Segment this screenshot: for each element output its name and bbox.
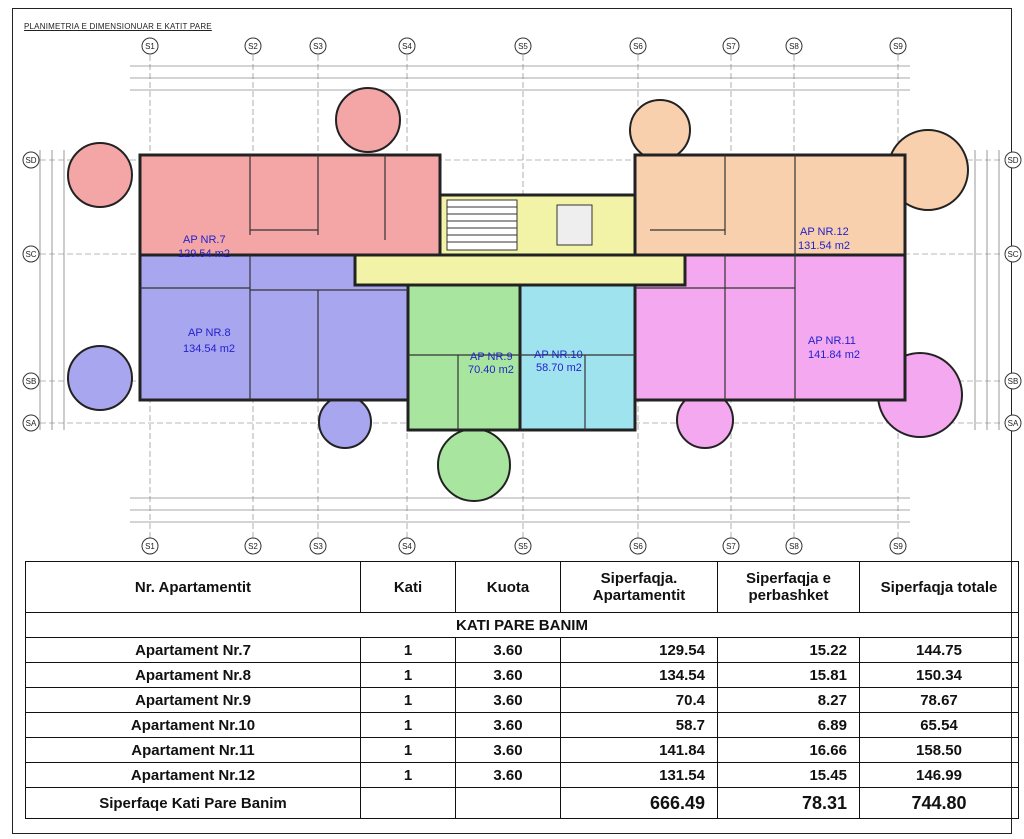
grid-marker-top-S3 bbox=[310, 38, 326, 54]
ap8-label: AP NR.8 bbox=[188, 327, 231, 339]
cell-total-area: 78.67 bbox=[860, 688, 1019, 713]
cell-total-area: 144.75 bbox=[860, 638, 1019, 663]
cell-apartment-area: 134.54 bbox=[561, 663, 718, 688]
grid-marker-bottom-S1 bbox=[142, 538, 158, 554]
cell-common-area: 15.22 bbox=[718, 638, 860, 663]
grid-marker-left-SC bbox=[23, 246, 39, 262]
table-row bbox=[26, 663, 1019, 688]
cell-floor: 1 bbox=[361, 663, 456, 688]
svg-text:SC: SC bbox=[25, 250, 37, 259]
col-header-floor: Kati bbox=[361, 562, 456, 613]
svg-text:S9: S9 bbox=[893, 542, 903, 551]
grid-marker-top-S6 bbox=[630, 38, 646, 54]
balcony-ap8-left bbox=[68, 346, 132, 410]
svg-text:SB: SB bbox=[25, 377, 37, 386]
apartment-12-area bbox=[635, 155, 905, 255]
grid-marker-bottom-S2 bbox=[245, 538, 261, 554]
svg-text:S6: S6 bbox=[633, 542, 643, 551]
ap10-label: AP NR.10 bbox=[534, 349, 583, 361]
table-row bbox=[26, 688, 1019, 713]
cell-floor: 1 bbox=[361, 713, 456, 738]
cell-floor: 1 bbox=[361, 638, 456, 663]
svg-text:S5: S5 bbox=[518, 42, 528, 51]
svg-text:S1: S1 bbox=[145, 42, 155, 51]
cell-common-area: 15.81 bbox=[718, 663, 860, 688]
svg-text:S4: S4 bbox=[402, 542, 412, 551]
grid-marker-top-S9 bbox=[890, 38, 906, 54]
ap11-area: 141.84 m2 bbox=[808, 349, 860, 361]
svg-text:S2: S2 bbox=[248, 542, 258, 551]
svg-text:S5: S5 bbox=[518, 542, 528, 551]
grid-marker-right-SD bbox=[1005, 152, 1021, 168]
cell-apartment-area: 58.7 bbox=[561, 713, 718, 738]
grid-marker-left-SD bbox=[23, 152, 39, 168]
table-header-row bbox=[26, 562, 1019, 613]
total-common-area: 78.31 bbox=[718, 788, 860, 819]
apartment-blocks bbox=[140, 155, 905, 430]
ap7-area: 129.54 m2 bbox=[178, 248, 230, 260]
ap8-area: 134.54 m2 bbox=[183, 343, 235, 355]
balcony-ap8-bottom bbox=[319, 396, 371, 448]
total-apartment-area: 666.49 bbox=[561, 788, 718, 819]
area-summary-table bbox=[25, 561, 1019, 819]
grid-marker-left-SB bbox=[23, 373, 39, 389]
table-row bbox=[26, 763, 1019, 788]
section-label: KATI PARE BANIM bbox=[26, 613, 1019, 638]
corridor-area bbox=[355, 255, 685, 285]
grid-marker-bottom-S4 bbox=[399, 538, 415, 554]
grid-marker-right-SA bbox=[1005, 415, 1021, 431]
balcony-ap7-left bbox=[68, 143, 132, 207]
col-header-elevation: Kuota bbox=[456, 562, 561, 613]
ap7-label: AP NR.7 bbox=[183, 234, 226, 246]
cell-total-area: 146.99 bbox=[860, 763, 1019, 788]
svg-text:S6: S6 bbox=[633, 42, 643, 51]
grid-marker-bottom-S5 bbox=[515, 538, 531, 554]
cell-elevation: 3.60 bbox=[456, 738, 561, 763]
cell-apartment-area: 70.4 bbox=[561, 688, 718, 713]
grid-marker-top-S8 bbox=[786, 38, 802, 54]
svg-text:SC: SC bbox=[1007, 250, 1019, 259]
svg-text:SD: SD bbox=[25, 156, 37, 165]
cell-elevation: 3.60 bbox=[456, 663, 561, 688]
svg-text:S3: S3 bbox=[313, 42, 323, 51]
col-header-total-area: Siperfaqja totale bbox=[860, 562, 1019, 613]
cell-elevation: 3.60 bbox=[456, 713, 561, 738]
svg-text:S3: S3 bbox=[313, 542, 323, 551]
drawing-title: PLANIMETRIA E DIMENSIONUAR E KATIT PARE bbox=[24, 22, 212, 31]
cell-floor: 1 bbox=[361, 738, 456, 763]
grid-marker-right-SC bbox=[1005, 246, 1021, 262]
col-header-apartment: Nr. Apartamentit bbox=[26, 562, 361, 613]
cell-apartment-name: Apartament Nr.7 bbox=[26, 638, 361, 663]
cell-apartment-name: Apartament Nr.11 bbox=[26, 738, 361, 763]
cell-elevation: 3.60 bbox=[456, 763, 561, 788]
ap9-area: 70.40 m2 bbox=[468, 364, 514, 376]
svg-text:SA: SA bbox=[1007, 419, 1019, 428]
cell-apartment-name: Apartament Nr.8 bbox=[26, 663, 361, 688]
grid-marker-top-S2 bbox=[245, 38, 261, 54]
cell-total-area: 158.50 bbox=[860, 738, 1019, 763]
svg-text:S1: S1 bbox=[145, 542, 155, 551]
grid-marker-left-SA bbox=[23, 415, 39, 431]
svg-text:S9: S9 bbox=[893, 42, 903, 51]
cell-total-area: 65.54 bbox=[860, 713, 1019, 738]
svg-text:SB: SB bbox=[1007, 377, 1019, 386]
cell-floor: 1 bbox=[361, 763, 456, 788]
grid-marker-top-S4 bbox=[399, 38, 415, 54]
grid-marker-bottom-S8 bbox=[786, 538, 802, 554]
svg-text:S7: S7 bbox=[726, 42, 736, 51]
table-row bbox=[26, 738, 1019, 763]
cell-apartment-name: Apartament Nr.9 bbox=[26, 688, 361, 713]
cell-elevation: 3.60 bbox=[456, 688, 561, 713]
cell-apartment-area: 131.54 bbox=[561, 763, 718, 788]
grid-marker-bottom-S7 bbox=[723, 538, 739, 554]
cell-total-area: 150.34 bbox=[860, 663, 1019, 688]
section-row bbox=[26, 613, 1019, 638]
ap11-label: AP NR.11 bbox=[808, 335, 856, 347]
balcony-ap9-bottom bbox=[438, 429, 510, 501]
grid-marker-bottom-S6 bbox=[630, 538, 646, 554]
svg-text:S7: S7 bbox=[726, 542, 736, 551]
svg-text:SD: SD bbox=[1007, 156, 1019, 165]
ap10-area: 58.70 m2 bbox=[536, 362, 582, 374]
grid-marker-bottom-S3 bbox=[310, 538, 326, 554]
cell-apartment-area: 141.84 bbox=[561, 738, 718, 763]
cell-common-area: 8.27 bbox=[718, 688, 860, 713]
cell-common-area: 15.45 bbox=[718, 763, 860, 788]
balcony-ap12-top bbox=[630, 100, 690, 160]
total-area: 744.80 bbox=[860, 788, 1019, 819]
svg-text:SA: SA bbox=[25, 419, 37, 428]
total-label: Siperfaqe Kati Pare Banim bbox=[26, 788, 361, 819]
table-row bbox=[26, 713, 1019, 738]
total-row bbox=[26, 788, 1019, 819]
grid-marker-top-S7 bbox=[723, 38, 739, 54]
svg-text:S2: S2 bbox=[248, 42, 258, 51]
cell-common-area: 16.66 bbox=[718, 738, 860, 763]
ap12-area: 131.54 m2 bbox=[798, 240, 850, 252]
cell-apartment-area: 129.54 bbox=[561, 638, 718, 663]
grid-marker-top-S1 bbox=[142, 38, 158, 54]
balcony-ap7-top bbox=[336, 88, 400, 152]
svg-text:S8: S8 bbox=[789, 42, 799, 51]
grid-marker-bottom-S9 bbox=[890, 538, 906, 554]
svg-text:S4: S4 bbox=[402, 42, 412, 51]
cell-apartment-name: Apartament Nr.12 bbox=[26, 763, 361, 788]
col-header-apartment-area: Siperfaqja. Apartamentit bbox=[561, 562, 718, 613]
table-row bbox=[26, 638, 1019, 663]
col-header-common-area: Siperfaqja e perbashket bbox=[718, 562, 860, 613]
ap9-label: AP NR.9 bbox=[470, 351, 513, 363]
cell-floor: 1 bbox=[361, 688, 456, 713]
grid-marker-top-S5 bbox=[515, 38, 531, 54]
svg-text:S8: S8 bbox=[789, 542, 799, 551]
grid-marker-right-SB bbox=[1005, 373, 1021, 389]
cell-elevation: 3.60 bbox=[456, 638, 561, 663]
cell-apartment-name: Apartament Nr.10 bbox=[26, 713, 361, 738]
ap12-label: AP NR.12 bbox=[800, 226, 849, 238]
cell-common-area: 6.89 bbox=[718, 713, 860, 738]
